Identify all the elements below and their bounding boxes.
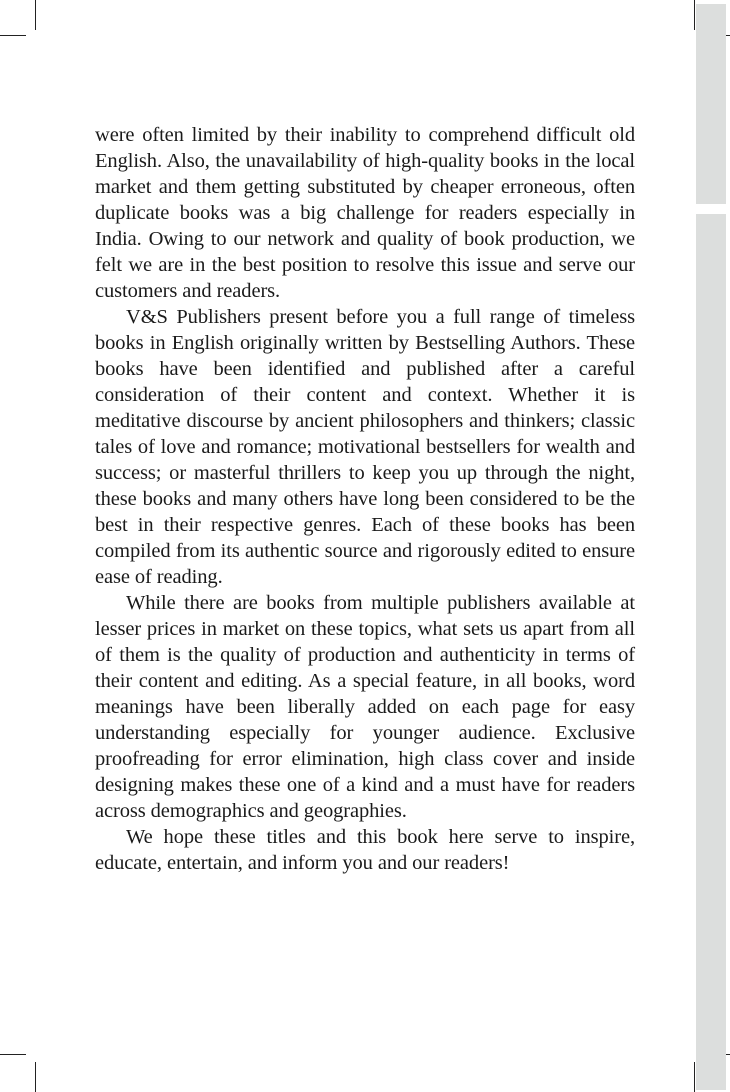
crop-mark-top-left-horizontal: [0, 35, 26, 36]
body-text: [95, 122, 635, 876]
crop-mark-bottom-right-vertical: [694, 1062, 695, 1092]
crop-mark-top-right-vertical: [694, 0, 695, 30]
paragraph-quality: While there are books from multiple publishers available at lesser prices in market on these topics, what sets us apart from all of them is the quality of production and authenticity in terms of their content and editing. As a special feature, in all books, word meanings have been liberally added on each page for easy understanding especially for younger audience. Exclusive proofreading for error elimination, high class cover and inside designing makes these one of a kind and a must have for readers across demographics and geographies.: [95, 592, 635, 822]
page-edge-strip: [696, 4, 726, 1090]
paragraph-publishers: V&S Publishers present before you a full range of timeless books in English originally written by Bestselling Authors. These books have been identified and published after a careful consideration of their content and context. Whether it is meditative discourse by ancient philosophers and thinkers; classic tales of love and romance; motivational bestsellers for wealth and success; or masterful thrillers to keep you up through the night, these books and many others have long been considered to be the best in their respective genres. Each of these books has been compiled from its authentic source and rigorously edited to ensure ease of reading.: [95, 306, 635, 588]
crop-mark-bottom-left-horizontal: [0, 1054, 26, 1055]
crop-mark-bottom-left-vertical: [35, 1062, 36, 1092]
page-edge-strip-lower: [696, 214, 726, 1090]
crop-mark-top-left-vertical: [35, 0, 36, 30]
paragraph-continuation: were often limited by their inability to comprehend difficult old English. Also, the unavailability of high-quality books in the local market and them getting substituted by cheaper erroneous, often duplicate books was a big challenge for readers especially in India. Owing to our network and quality of book production, we felt we are in the best position to resolve this issue and serve our customers and readers.: [95, 124, 635, 302]
paragraph-closing: We hope these titles and this book here serve to inspire, educate, entertain, and inform you and our readers!: [95, 826, 635, 874]
page-edge-strip-upper: [696, 4, 726, 204]
